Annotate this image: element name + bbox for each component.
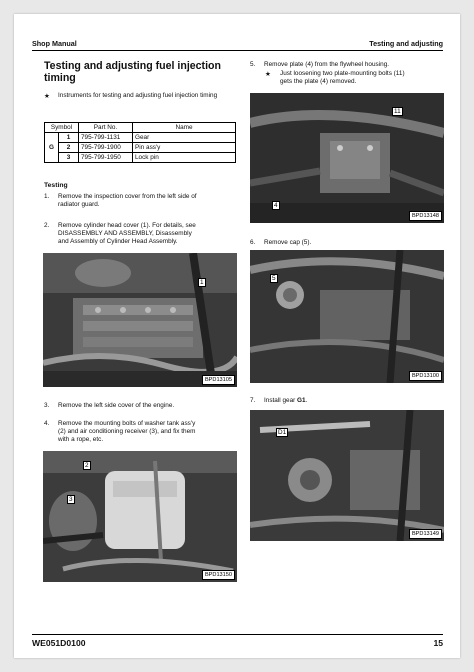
row-name: Lock pin [133,153,236,163]
photo-install-gear [250,410,444,541]
step-number: 5. [250,61,256,68]
step-line: Remove the mounting bolts of washer tank ass'y [58,420,196,427]
photo-washer-tank [43,451,237,582]
header-manual-name: Shop Manual [32,39,77,48]
photo-caption: BPD13150 [202,570,235,580]
callout-label: 5 [272,275,276,282]
step-5-note [280,70,446,86]
tools-table-header [45,123,236,133]
step-line: and Assembly of Cylinder Head Assembly. [58,238,178,246]
step-line: (2) and air conditioning receiver (3), and fix them [58,428,196,436]
step-number: 6. [250,239,256,246]
callout-label: 11 [394,108,401,115]
note-line: gets the plate (4) removed. [280,78,357,86]
step-line: Remove cylinder head cover (1). For details, see [58,222,196,229]
step-text-end: . [305,397,308,404]
row-part: 795-799-1950 [79,153,133,163]
step-text: Install gear [264,397,298,404]
step-line: Remove plate (4) from the flywheel housing. [264,61,390,68]
step-number: 3. [44,402,50,409]
table-row [45,153,236,163]
callout-label: D1 [278,429,287,436]
document-code: WE051D0100 [32,638,86,648]
step-line: radiator guard. [58,201,100,209]
photo-caption: BPD13100 [409,371,442,381]
table-row [45,133,236,143]
page-footer [32,634,443,648]
header-section-name: Testing and adjusting [369,39,443,48]
row-name: Pin ass'y [133,143,236,153]
step-3 [44,402,244,411]
photo-cap [250,250,444,383]
row-no: 2 [59,143,79,153]
step-line: with a rope, etc. [58,436,104,444]
callout-label: 1 [200,279,204,286]
page-header [32,37,443,51]
photo-caption: BPD13105 [202,375,235,385]
photo-caption: BPD13148 [409,211,442,221]
callout-label: 4 [274,202,278,209]
engine-photo-graphic [43,253,237,387]
col-part-no: Part No. [79,123,133,133]
photo-cylinder-head [43,253,237,387]
col-symbol: Symbol [45,123,79,133]
page-number: 15 [433,638,443,648]
step-line: Remove the inspection cover from the left side of [58,193,197,200]
cap-photo-graphic [250,250,444,383]
step-number: 4. [44,420,50,427]
step-6 [250,239,446,248]
step-number: 1. [44,193,50,200]
step-5 [250,61,446,70]
callout-label: 3 [69,496,73,503]
step-2 [44,222,244,248]
row-name: Gear [133,133,236,143]
tools-table [44,122,236,163]
step-7 [250,397,446,406]
star-icon: ★ [44,93,50,100]
step-line: Remove the left side cover of the engine. [58,402,175,409]
row-part: 795-799-1131 [79,133,133,143]
instruments-note-text: Instruments for testing and adjusting fuel injection timing [58,92,218,99]
section-title: Testing and adjusting fuel injection timing [44,60,221,84]
note-line: Just loosening two plate-mounting bolts (11) [280,70,405,77]
callout-label: 2 [85,462,89,469]
washer-tank-photo-graphic [43,451,237,582]
step-4 [44,420,244,446]
col-name: Name [133,123,236,133]
step-number: 7. [250,397,256,404]
step-1 [44,193,244,211]
row-no: 1 [59,133,79,143]
testing-heading: Testing [44,182,68,189]
step-number: 2. [44,222,50,229]
star-icon: ★ [265,71,271,78]
row-no: 3 [59,153,79,163]
table-row [45,143,236,153]
photo-caption: BPD13149 [409,529,442,539]
tool-symbol: G1 [297,397,306,404]
step-line: Remove cap (5). [264,239,312,246]
step-line: DISASSEMBLY AND ASSEMBLY, Disassembly [58,230,192,238]
photo-flywheel-plate [250,93,444,223]
row-part: 795-799-1900 [79,143,133,153]
instruments-note [58,92,242,100]
symbol-cell: G [45,133,59,163]
